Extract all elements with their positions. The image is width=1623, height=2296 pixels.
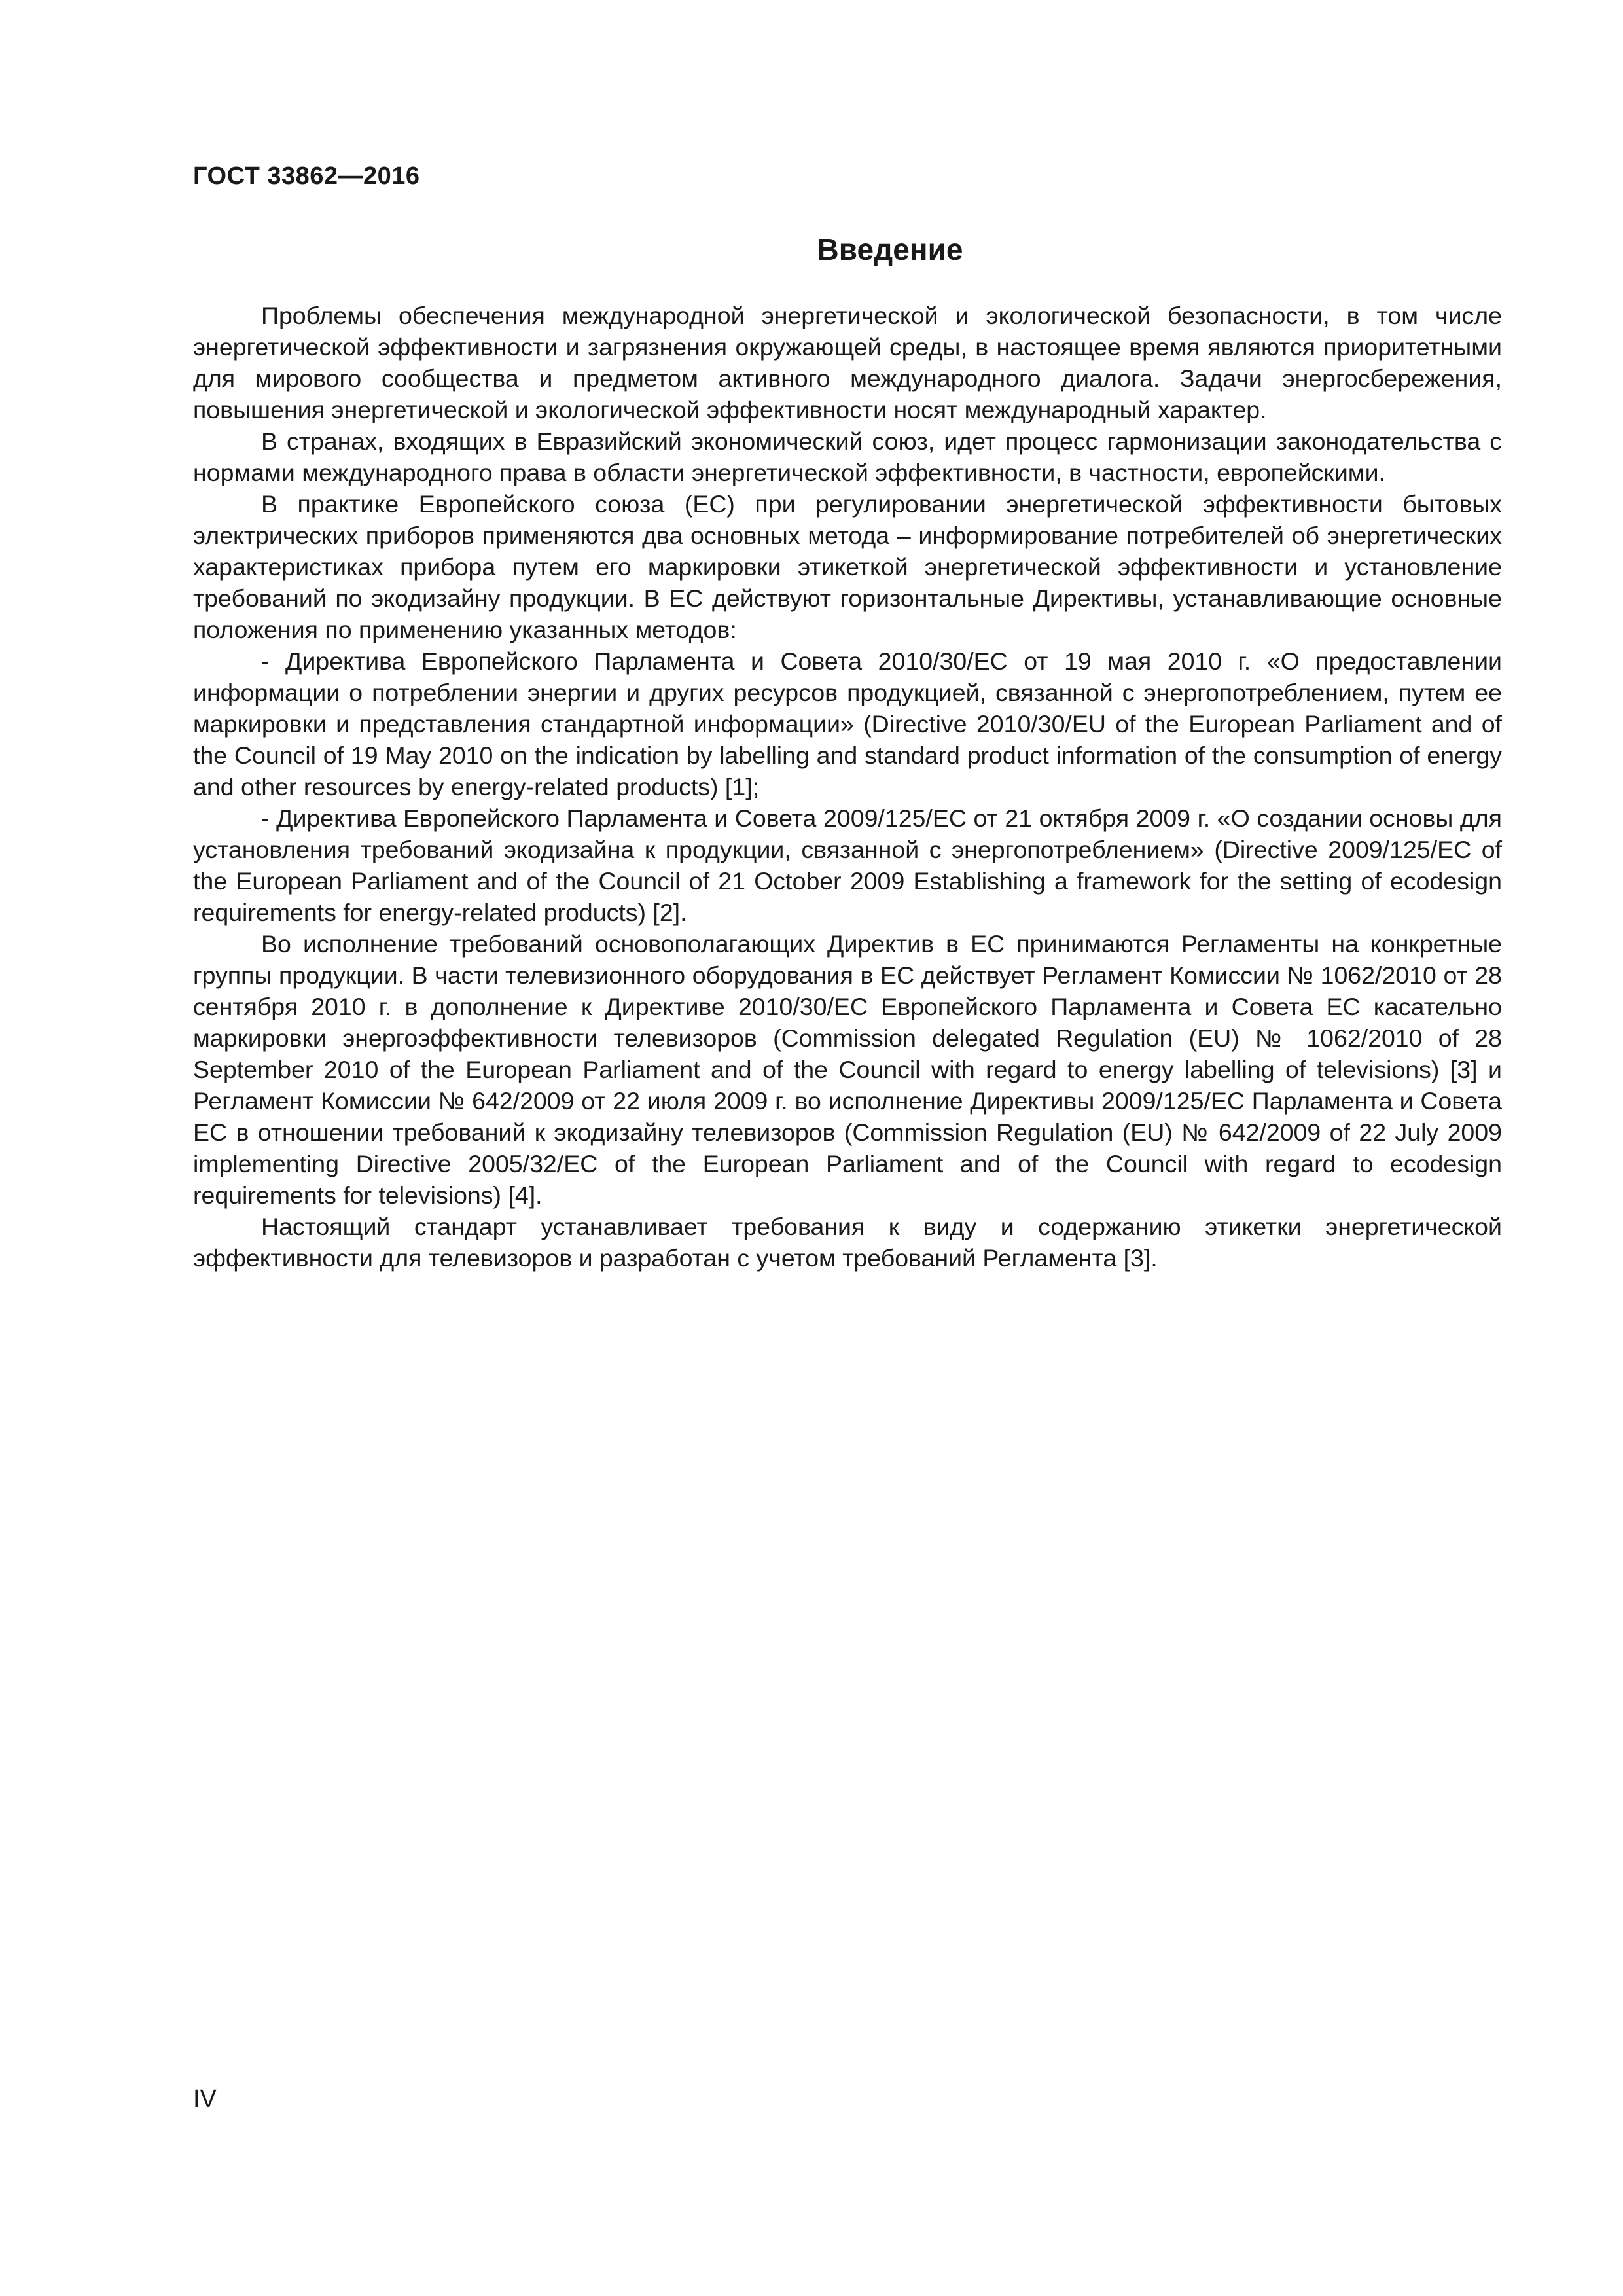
- section-title: [0, 232, 1623, 267]
- list-item-directive-2009-125: - Директива Европейского Парламента и Совета 2009/125/ЕС от 21 октября 2009 г. «О создании основы для установления требований экодизайна к продукции, связанной с энергопотреблением» (Directive 2009/125/EC of the European Parliament and of the Council of 21 October 2009 Establishing a framework for the setting of ecodesign requirements for energy-related products) [2].: [193, 804, 1502, 926]
- page-number: IV: [193, 2085, 217, 2113]
- paragraph-5: Настоящий стандарт устанавливает требования к виду и содержанию этикетки энергетической эффективности для телевизоров и разработан с учетом требований Регламента [3].: [193, 1213, 1502, 1272]
- introduction-body: [193, 300, 1502, 1274]
- paragraph-3: В практике Европейского союза (ЕС) при регулировании энергетической эффективности бытовых электрических приборов применяются два основных метода – информирование потребителей об энергетических характеристиках прибора путем его маркировки этикеткой энергетической эффективности и установление требований по экодизайну продукции. В ЕС действуют горизонтальные Директивы, устанавливающие основные положения по применению указанных методов:: [193, 490, 1502, 643]
- paragraph-2: В странах, входящих в Евразийский экономический союз, идет процесс гармонизации законодательства с нормами международного права в области энергетической эффективности, в частности, европейскими.: [193, 427, 1502, 486]
- list-item-directive-2010-30: - Директива Европейского Парламента и Совета 2010/30/ЕС от 19 мая 2010 г. «О предоставлении информации о потреблении энергии и других ресурсов продукцией, связанной с энергопотреблением, путем ее маркировки и представления стандартной информации» (Directive 2010/30/EU of the European Parliament and of the Council of 19 May 2010 on the indication by labelling and standard product information of the consumption of energy and other resources by energy-related products) [1];: [193, 647, 1502, 800]
- paragraph-4: Во исполнение требований основополагающих Директив в ЕС принимаются Регламенты на конкретные группы продукции. В части телевизионного оборудования в ЕС действует Регламент Комиссии № 1062/2010 от 28 сентября 2010 г. в дополнение к Директиве 2010/30/ЕС Европейского Парламента и Совета ЕС касательно маркировки энергоэффективности телевизоров (Commission delegated Regulation (EU) № 1062/2010 of 28 September 2010 of the European Parliament and of the Council with regard to energy labelling of televisions) [3] и Регламент Комиссии № 642/2009 от 22 июля 2009 г. во исполнение Директивы 2009/125/ЕС Парламента и Совета ЕС в отношении требований к экодизайну телевизоров (Commission Regulation (EU) № 642/2009 of 22 July 2009 implementing Directive 2005/32/EC of the European Parliament and of the Council with regard to ecodesign requirements for televisions) [4].: [193, 930, 1502, 1209]
- paragraph-1: Проблемы обеспечения международной энергетической и экологической безопасности, в том числе энергетической эффективности и загрязнения окружающей среды, в настоящее время являются приоритетными для мирового сообщества и предметом активного международного диалога. Задачи энергосбережения, повышения энергетической и экологической эффективности носят международный характер.: [193, 302, 1502, 423]
- section-title-text: Введение: [817, 232, 963, 266]
- document-id-header: ГОСТ 33862—2016: [193, 162, 420, 190]
